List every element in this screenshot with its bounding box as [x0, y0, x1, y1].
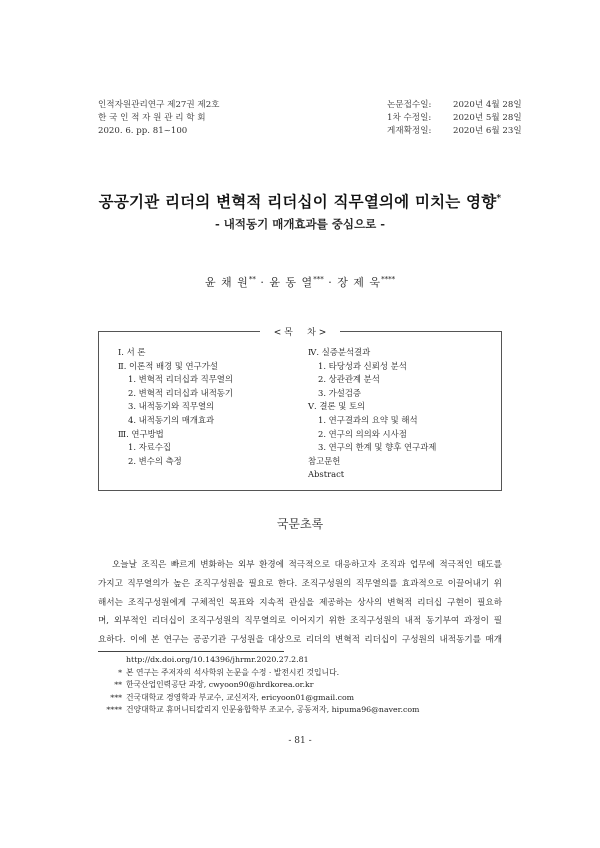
- footnote-mark: **: [114, 680, 122, 690]
- toc-left-column: [118, 346, 233, 468]
- author-mark: ****: [381, 275, 396, 284]
- toc-item: 1. 자료수집: [128, 442, 172, 453]
- toc-item: Abstract: [308, 469, 345, 480]
- submission-dates: [387, 99, 522, 138]
- footnote-item: [98, 692, 518, 705]
- journal-pages: 2020. 6. pp. 81~100: [98, 126, 188, 136]
- author-separator: ·: [260, 276, 265, 289]
- author-separator: ·: [328, 276, 333, 289]
- toc-title: < 목 차 >: [260, 325, 340, 338]
- footnote-text: 건국대학교 경영학과 부교수, 교신저자, ericyoon01@gmail.com: [126, 692, 355, 702]
- toc-right-column: [308, 346, 436, 482]
- date-row: [387, 112, 522, 125]
- paper-title-text: 공공기관 리더의 변혁적 리더십이 직무열의에 미치는 영향: [98, 192, 497, 211]
- journal-volume: 인적자원관리연구 제27권 제2호: [98, 100, 220, 110]
- toc-item: 1. 타당성과 신뢰성 분석: [318, 360, 407, 371]
- toc-item: 3. 연구의 한계 및 향후 연구과제: [318, 442, 437, 453]
- abstract-body: [98, 556, 502, 650]
- toc-item: Ⅱ. 이론적 배경 및 연구가설: [118, 360, 218, 371]
- footnote-item: [98, 679, 518, 692]
- author-name: 윤 동 열: [269, 276, 314, 289]
- date-value: 2020년 4월 28일: [453, 100, 522, 110]
- footnote-text: http://dx.doi.org/10.14396/jhrmr.2020.27.2.81: [126, 655, 309, 664]
- toc-item: 1. 변혁적 리더십과 직무열의: [128, 374, 233, 385]
- footnote-mark: ***: [110, 692, 122, 702]
- date-value: 2020년 6월 23일: [453, 126, 522, 136]
- abstract-line: 해서는 조직구성원에게 구체적인 목표와 지속적 관심을 제공하는 상사의 변혁적 리더십 구현이 필요하: [98, 597, 502, 608]
- author-list: [40, 274, 560, 290]
- toc-item: 3. 가설검증: [318, 387, 362, 398]
- society-name: 한 국 인 적 자 원 관 리 학 회: [98, 113, 206, 123]
- date-label: 게재확정일:: [387, 126, 432, 136]
- footnote-rule: [98, 651, 284, 652]
- abstract-heading: 국문초록: [276, 517, 324, 531]
- date-label: 1차 수정일:: [387, 113, 432, 123]
- footnote-mark: *: [118, 667, 122, 677]
- toc-item: 2. 변수의 측정: [128, 455, 182, 466]
- toc-item: 2. 변혁적 리더십과 내적동기: [128, 387, 233, 398]
- footnote-item: [98, 704, 518, 717]
- abstract-line: 가지고 직무열의가 높은 조직구성원을 필요로 한다. 조직구성원의 직무열의를 효과적으로 이끌어내기 위: [98, 578, 502, 589]
- author-mark: ***: [313, 275, 324, 284]
- abstract-line: 요하다. 이에 본 연구는 공공기관 구성원을 대상으로 리더의 변혁적 리더십이 구성원의 내적동기를 매개: [98, 635, 502, 646]
- title-footnote-mark: *: [496, 193, 502, 204]
- journal-info: [98, 99, 220, 138]
- abstract-line: 며, 외부적인 리더십이 조직구성원의 직무열의로 이어지기 위한 조직구성원의 내적 동기부여 과정이 필: [98, 616, 502, 627]
- paper-title: [40, 190, 560, 212]
- footnotes: [98, 654, 518, 717]
- page-number: - 81 -: [288, 736, 312, 746]
- footnote-mark: ****: [106, 705, 122, 715]
- author-name: 윤 채 원: [204, 276, 249, 289]
- toc-item: Ⅴ. 결론 및 토의: [308, 401, 366, 412]
- toc-item: 2. 연구의 의의와 시사점: [318, 428, 407, 439]
- footnote-text: 건양대학교 휴머니티칼리지 인문융합학부 조교수, 공동저자, hipuma96@naver.com: [126, 705, 420, 715]
- date-label: 논문접수일:: [387, 100, 432, 110]
- toc-item: 1. 연구결과의 요약 및 해석: [318, 414, 418, 425]
- toc-item: Ⅲ. 연구방법: [118, 428, 164, 439]
- footnote-item: [98, 667, 518, 680]
- footnote-text: 본 연구는 주저자의 석사학위 논문을 수정 · 발전시킨 것입니다.: [126, 667, 340, 677]
- toc-item: Ⅰ. 서 론: [118, 347, 146, 357]
- abstract-line: 오늘날 조직은 빠르게 변화하는 외부 환경에 적극적으로 대응하고자 조직과 업무에 적극적인 태도를: [112, 560, 502, 570]
- paper-subtitle: - 내적동기 매개효과를 중심으로 -: [215, 217, 385, 231]
- footnote-text: 한국산업인력공단 과장, cwyoon90@hrdkorea.or.kr: [126, 680, 314, 690]
- author-mark: **: [248, 275, 256, 284]
- date-row: [387, 99, 522, 112]
- date-value: 2020년 5월 28일: [453, 113, 522, 123]
- toc-item: 참고문헌: [308, 455, 341, 466]
- date-row: [387, 125, 522, 138]
- toc-item: 4. 내적동기의 매개효과: [128, 414, 215, 425]
- author-name: 장 제 욱: [337, 276, 382, 289]
- toc-item: 3. 내적동기와 직무열의: [128, 401, 215, 412]
- toc-item: 2. 상관관계 분석: [318, 374, 380, 385]
- toc-item: Ⅳ. 실증분석결과: [308, 347, 371, 357]
- footnote-item: [98, 654, 518, 667]
- footnote-mark: [98, 654, 126, 667]
